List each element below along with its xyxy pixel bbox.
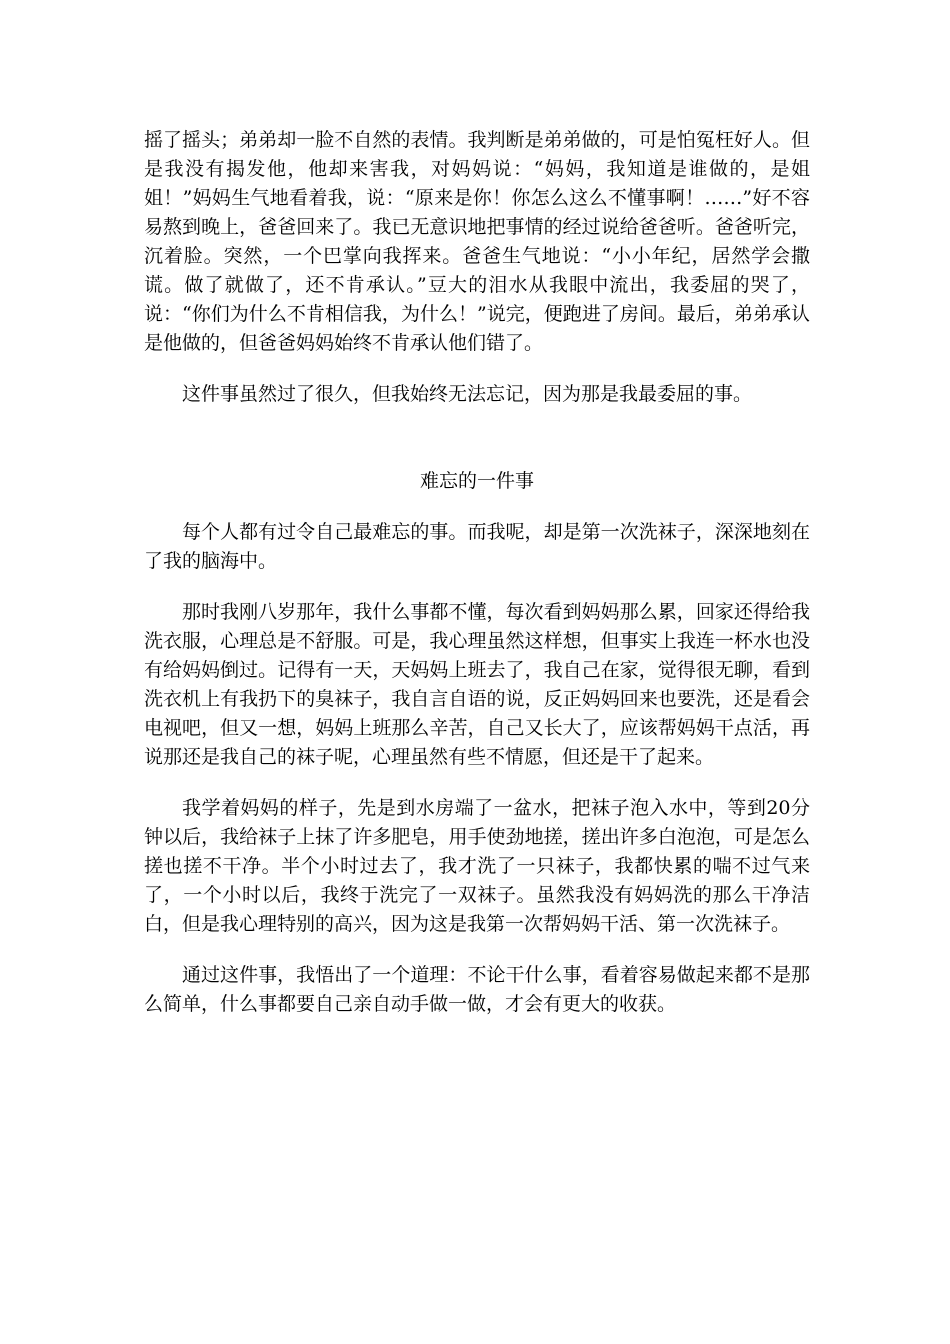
essay-paragraph: 每个人都有过令自己最难忘的事。而我呢，却是第一次洗袜子，深深地刻在了我的脑海中。 bbox=[144, 521, 810, 572]
essay-paragraph: 我学着妈妈的样子，先是到水房端了一盆水，把袜子泡入水中，等到20分钟以后，我给袜子上抹了许多肥皂，用手使劲地搓，搓出许多白泡泡，可是怎么搓也搓不干净。半个小时过去了，我才洗了一只袜子，我都快累的喘不过气来了，一个小时以后，我终于洗完了一双袜子。虽然我没有妈妈洗的那么干净洁白，但是我心理特别的高兴，因为这是我第一次帮妈妈干活、第一次洗袜子。 bbox=[144, 797, 810, 935]
document-page bbox=[144, 126, 810, 1019]
essay-title: 难忘的一件事 bbox=[419, 470, 534, 492]
essay-paragraph: 那时我刚八岁那年，我什么事都不懂，每次看到妈妈那么累，回家还得给我洗衣服，心理总是不舒服。可是，我心理虽然这样想，但事实上我连一杯水也没有给妈妈倒过。记得有一天，天妈妈上班去了，我自己在家，觉得很无聊，看到洗衣机上有我扔下的臭袜子，我自言自语的说，反正妈妈回来也要洗，还是看会电视吧，但又一想，妈妈上班那么辛苦，自己又长大了，应该帮妈妈干点活，再说那还是我自己的袜子呢，心理虽然有些不情愿，但还是干了起来。 bbox=[144, 601, 810, 768]
essay-paragraph: 通过这件事，我悟出了一个道理：不论干什么事，看着容易做起来都不是那么简单，什么事都要自己亲自动手做一做，才会有更大的收获。 bbox=[144, 964, 810, 1015]
story-conclusion-paragraph: 这件事虽然过了很久，但我始终无法忘记，因为那是我最委屈的事。 bbox=[182, 383, 753, 405]
story-paragraph-continued: 摇了摇头；弟弟却一脸不自然的表情。我判断是弟弟做的，可是怕冤枉好人。但是我没有揭发他，他却来害我，对妈妈说：“妈妈，我知道是谁做的，是姐姐！”妈妈生气地看着我，说：“原来是你！你怎么这么不懂事啊！……”好不容易熬到晚上，爸爸回来了。我已无意识地把事情的经过说给爸爸听。爸爸听完，沉着脸。突然，一个巴掌向我挥来。爸爸生气地说：“小小年纪，居然学会撒谎。做了就做了，还不肯承认。”豆大的泪水从我眼中流出，我委屈的哭了，说：“你们为什么不肯相信我，为什么！”说完，便跑进了房间。最后，弟弟承认是他做的，但爸爸妈妈始终不肯承认他们错了。 bbox=[144, 129, 810, 354]
